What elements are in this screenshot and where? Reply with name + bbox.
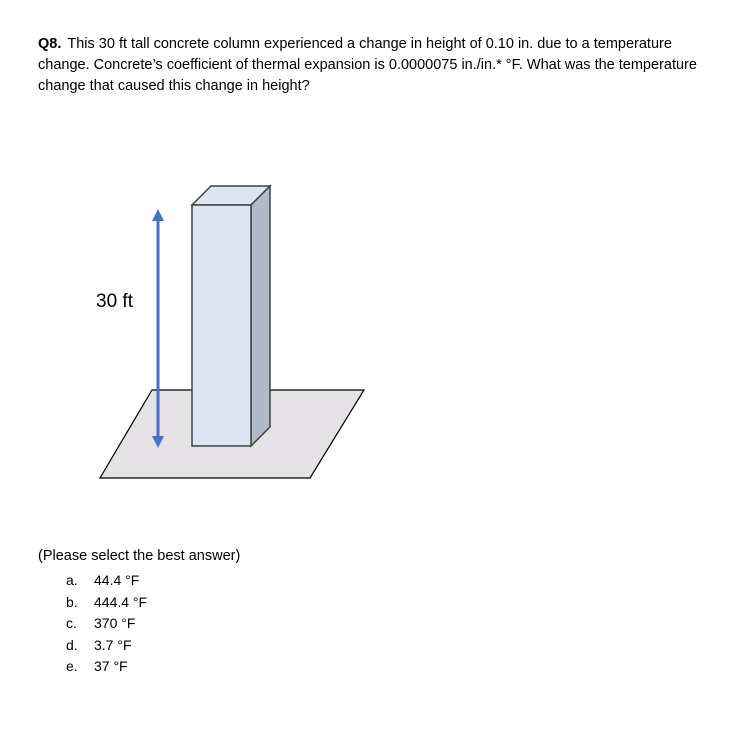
height-dimension-arrow [152,209,164,448]
question-block [38,34,718,97]
column-top-face [192,186,270,205]
answer-options [66,570,147,678]
option-text: 44.4 °F [94,572,140,588]
option-letter: c. [66,615,77,631]
answer-option-a[interactable] [66,570,147,592]
question-number: Q8. [38,36,62,52]
answer-option-e[interactable] [66,656,147,678]
column-front-face [192,205,251,446]
ground-plane [100,390,364,478]
answer-option-b[interactable] [66,592,147,614]
option-letter: d. [66,636,78,653]
question-text: This 30 ft tall concrete column experienced a change in height of 0.10 in. due to a temperature change. Concrete’s coefficient of thermal expansion is 0.0000075 in./in.* °F. What was the temperature change that caused this change in height? [38,36,697,94]
option-letter: e. [66,658,78,674]
option-text: 3.7 °F [94,636,132,653]
column-side-face [251,186,270,446]
option-letter: a. [66,572,78,588]
option-text: 37 °F [94,658,128,674]
answer-option-d[interactable] [66,635,147,657]
option-text: 444.4 °F [94,593,148,610]
height-label: 30 ft [96,291,133,312]
option-letter: b. [66,593,78,610]
answer-option-c[interactable] [66,613,147,635]
option-text: 370 °F [94,615,136,631]
answer-prompt: (Please select the best answer) [38,548,241,564]
